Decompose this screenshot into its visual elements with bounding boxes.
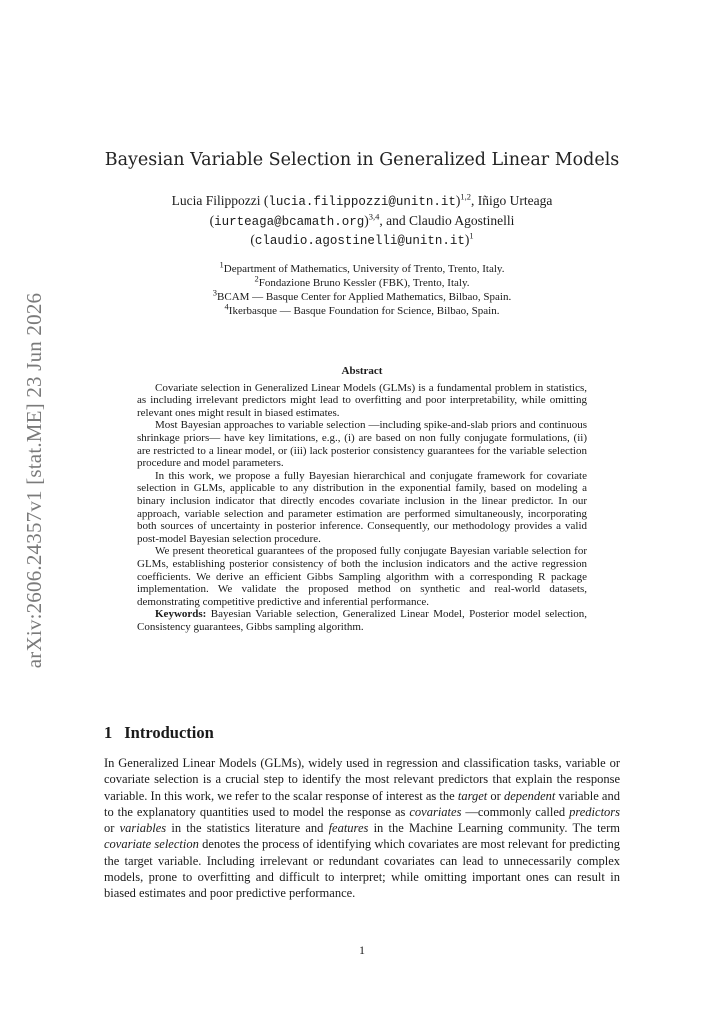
intro-text: in the statistics literature and [166, 821, 329, 836]
intro-text: or [104, 821, 120, 836]
keywords-line [137, 608, 587, 633]
intro-emphasis: target [457, 788, 488, 803]
abstract-paragraph: In this work, we propose a fully Bayesian hierarchical and conjugate framework for covariate selection in GLMs, applicable to any distribution in the exponential family, based on modeling a binary inclusion indicator that directly encodes covariate inclusion in the linear predictor. In our approach, variable selection and parameter estimation are performed simultaneously, incorporating both sources of uncertainty in posterior inference. Consequently, our methodology provides a valid post-model Bayesian selection procedure. [137, 469, 587, 545]
intro-emphasis: covariate selection [104, 837, 199, 852]
author-1-name: Lucia Filippozzi ( [171, 193, 269, 208]
intro-emphasis: covariates [409, 804, 462, 819]
intro-emphasis: features [328, 821, 369, 836]
intro-emphasis: predictors [569, 804, 621, 819]
intro-text: —commonly called [461, 804, 570, 819]
affiliation-mark: 4 [224, 301, 229, 312]
abstract-section [137, 365, 587, 633]
affiliation-text: BCAM — Basque Center for Applied Mathematics, Bilbao, Spain. [217, 291, 512, 303]
author-1-paren: ) [455, 193, 461, 208]
author-2-paren: ) [364, 212, 369, 228]
affiliation-text: Department of Mathematics, University of Trento, Trento, Italy. [223, 263, 505, 275]
author-3-paren: ) [464, 232, 470, 247]
paper-title: Bayesian Variable Selection in Generalized Linear Models [104, 150, 620, 170]
keywords-label: Keywords: [155, 608, 207, 621]
author-3-paren-open: ( [250, 232, 255, 247]
author-3-affiliation-mark: 1 [469, 230, 474, 241]
affiliation-mark: 1 [219, 259, 224, 270]
intro-text: or [487, 788, 504, 803]
author-2-email[interactable]: iurteaga@bcamath.org [214, 214, 365, 229]
author-2-paren-open: ( [209, 212, 215, 228]
author-line-3 [104, 231, 620, 251]
abstract-paragraph: Covariate selection in Generalized Linear Models (GLMs) is a fundamental problem in statistics, as including irrelevant predictors might lead to overfitting and poor interpretability, while omitting relevant ones might result in biased estimates. [137, 381, 587, 419]
section-heading [104, 723, 620, 743]
intro-emphasis: variables [119, 821, 167, 836]
arxiv-identifier [18, 290, 52, 670]
author-1-email[interactable]: lucia.filippozzi@unitn.it [268, 195, 456, 209]
author-3-name: , and Claudio Agostinelli [379, 212, 515, 228]
affiliation-item [104, 301, 620, 318]
page-number: 1 [359, 943, 365, 957]
arxiv-identifier-text: arXiv:2606.24357v1 [stat.ME] 23 Jun 2026 [22, 292, 47, 668]
author-line-1 [104, 192, 620, 212]
affiliation-item [104, 287, 620, 304]
affiliation-text: Ikerbasque — Basque Foundation for Science, Bilbao, Spain. [228, 305, 500, 317]
affiliation-text: Fondazione Bruno Kessler (FBK), Trento, Italy. [258, 277, 470, 289]
abstract-heading: Abstract [341, 365, 383, 377]
section-title: Introduction [124, 723, 214, 742]
intro-text: in the Machine Learning community. The term [368, 821, 620, 836]
keywords-text: Bayesian Variable selection, Generalized Linear Model, Posterior model selection, Consistency guarantees, Gibbs sampling algorithm. [137, 608, 588, 633]
author-block [104, 192, 620, 251]
affiliation-item [104, 273, 620, 290]
abstract-paragraph: We present theoretical guarantees of the proposed fully conjugate Bayesian variable selection for GLMs, establishing posterior consistency of both the inclusion indicators and the active regression coefficients. We derive an efficient Gibbs Sampling algorithm with a corresponding R package implementation. We validate the proposed method on synthetic and real-world datasets, demonstrating competitive predictive and inferential performance. [137, 545, 587, 608]
introduction-paragraph [104, 755, 620, 902]
intro-text: variable and to the explanatory quantities used to model the response as [104, 788, 620, 819]
intro-text: In Generalized Linear Models (GLMs), widely used in regression and classification tasks, variable or covariate selection is a crucial step to identify the most relevant predictors that explain the response variable. In this work, we refer to the scalar response of interest as the [104, 756, 620, 803]
author-2-name: , Iñigo Urteaga [471, 193, 553, 208]
intro-text: denotes the process of identifying which covariates are most relevant for predicting the target variable. Including irrelevant or redundant covariates can lead to unnecessarily complex models, prone to overfitting and difficult to interpret; while omitting important ones can result in biased estimates and poor predictive performance. [104, 837, 620, 901]
affiliation-mark: 3 [212, 287, 218, 298]
affiliation-list [104, 259, 620, 318]
author-2-affiliation-mark: 3,4 [368, 211, 380, 221]
section-number: 1 [104, 723, 113, 742]
affiliation-mark: 2 [254, 273, 259, 284]
author-line-2 [104, 212, 620, 232]
author-3-email[interactable]: claudio.agostinelli@unitn.it [254, 234, 465, 248]
intro-emphasis: dependent [503, 788, 556, 803]
abstract-paragraph: Most Bayesian approaches to variable selection —including spike-and-slab priors and continuous shrinkage priors— have key limitations, e.g., (i) are based on non fully conjugate formulations, (ii) are restricted to a linear model, or (iii) lack posterior consistency guarantees for the variable selection procedure and model parameters. [137, 419, 587, 470]
author-1-affiliation-mark: 1,2 [460, 191, 472, 202]
affiliation-item [104, 259, 620, 276]
